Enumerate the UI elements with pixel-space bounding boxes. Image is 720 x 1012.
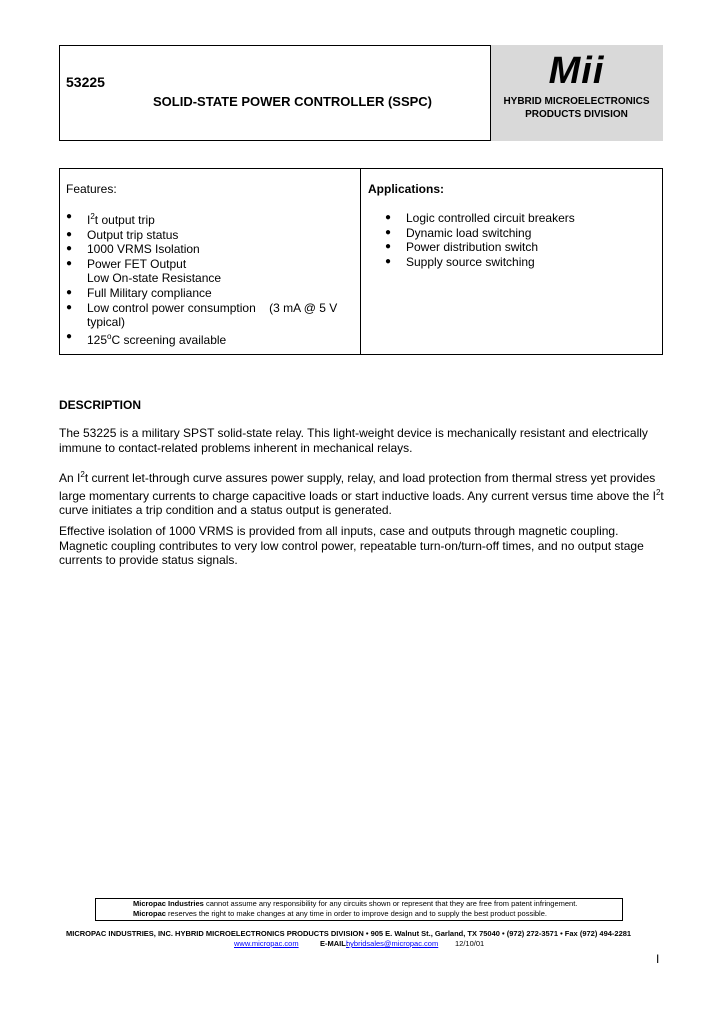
bullet-icon: ● (66, 211, 73, 222)
disclaimer-line-2: Micropac reserves the right to make changes at any time in order to improve design and to supply the best product possible. (133, 909, 547, 918)
bullet-icon: ● (385, 255, 392, 267)
footer-address: MICROPAC INDUSTRIES, INC. HYBRID MICROELECTRONICS PRODUCTS DIVISION • 905 E. Walnut St., Garland, TX 75040 • (972) 272-3571 • Fax (972) 494-2281 (66, 929, 632, 938)
description-paragraph-3: Effective isolation of 1000 VRMS is provided from all inputs, case and outputs through magnetic coupling. Magnetic coupling contributes to very low control power, repeatable turn-on/turn-off times, and no output stage currents to provide status signals. (59, 524, 644, 568)
list-item: ● Output trip status (66, 227, 179, 242)
bullet-icon: ● (66, 257, 73, 269)
bullet-icon: ● (66, 228, 73, 240)
features-list (66, 210, 356, 347)
applications-heading: Applications: (368, 182, 445, 196)
list-item: ● Dynamic load switching (385, 225, 532, 240)
website-link[interactable]: www.micropac.com (234, 939, 299, 948)
list-item-subline: typical) (87, 315, 126, 330)
list-item-subline: Low On-state Resistance (87, 271, 222, 286)
email-link[interactable]: hybridsales@micropac.com (346, 939, 439, 948)
list-item: ● Supply source switching (385, 254, 535, 269)
bullet-icon: ● (66, 330, 73, 342)
applications-list (385, 211, 655, 269)
page-mark: I (656, 952, 660, 966)
disclaimer-line-1: Micropac Industries cannot assume any responsibility for any circuits shown or represent that they are free from patent infringement. (133, 899, 578, 908)
bullet-icon: ● (385, 226, 392, 238)
bullet-icon: ● (385, 241, 392, 253)
bullet-icon: ● (66, 301, 73, 313)
description-paragraph-2: An $I^2t$ current let-through curve assures power supply, relay, and load protection from thermal stress yet provides large momentary currents to charge capacitive loads or start inductive loads. Any current versus time above the $I^2t$ curve initiates a trip condition and a status output is generated. (59, 470, 664, 518)
bullet-icon: ● (385, 212, 392, 223)
document-date: 12/10/01 (455, 939, 485, 948)
column-divider (360, 168, 361, 355)
list-item: ● Low control power consumption (3 mA @ 5 V typical) (66, 301, 356, 330)
list-item: ● Logic controlled circuit breakers (385, 211, 575, 225)
description-heading: DESCRIPTION (59, 398, 142, 412)
features-heading: Features: (66, 182, 117, 196)
description-paragraph-1: The 53225 is a military SPST solid-state relay. This light-weight device is mechanically resistant and electrically immune to contact-related problems inherent in mechanical relays. (59, 426, 648, 455)
division-name-line1: HYBRID MICROELECTRONICS (503, 96, 650, 107)
list-item: ● $I^2t$ output trip (66, 211, 155, 227)
division-name-line2: PRODUCTS DIVISION (525, 109, 628, 120)
part-number: 53225 (66, 74, 105, 90)
document-title: SOLID-STATE POWER CONTROLLER (SSPC) (153, 94, 433, 109)
list-item: ● 1000 VRMS Isolation (66, 242, 200, 257)
bullet-icon: ● (66, 243, 73, 255)
list-item: ● 125$^o$C screening available (66, 330, 227, 347)
list-item: ● Full Military compliance (66, 285, 212, 300)
list-item: ● Power distribution switch (385, 240, 539, 255)
company-logo: Mii (548, 50, 605, 92)
list-item: ● Power FET Output Low On-state Resistance (66, 257, 356, 286)
bullet-icon: ● (66, 286, 73, 298)
email-label: E-MAIL: (320, 939, 349, 948)
